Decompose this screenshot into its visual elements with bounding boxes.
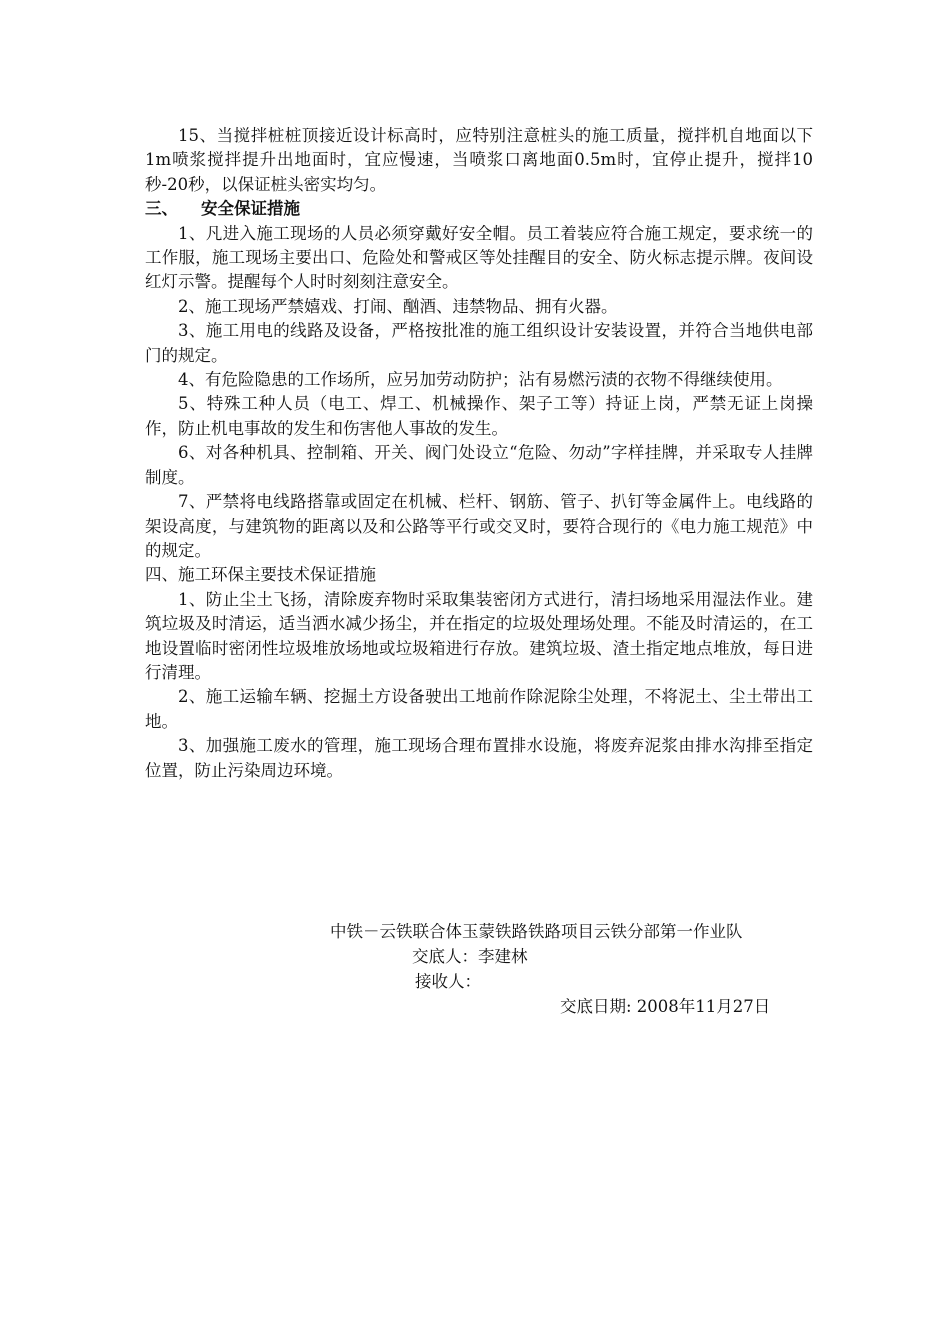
section-3-number: 三、 bbox=[145, 199, 178, 219]
document-body bbox=[145, 124, 813, 783]
env-item-2: 2、施工运输车辆、挖掘土方设备驶出工地前作除泥除尘处理，不将泥土、尘土带出工地。 bbox=[145, 687, 813, 731]
section-3-heading bbox=[145, 197, 813, 221]
signature-giver: 交底人：李建林 bbox=[412, 947, 528, 966]
section-3-title: 安全保证措施 bbox=[201, 199, 300, 219]
env-item-3: 3、加强施工废水的管理，施工现场合理布置排水设施，将废弃泥浆由排水沟排至指定位置，防止污染周边环境。 bbox=[145, 736, 813, 780]
safety-item-1: 1、凡进入施工现场的人员必须穿戴好安全帽。员工着装应符合施工规定，要求统一的工作服，施工现场主要出口、危险处和警戒区等处挂醒目的安全、防火标志提示牌。夜间设红灯示警。提醒每个人时时刻刻注意安全。 bbox=[145, 223, 813, 292]
signature-receiver: 接收人： bbox=[415, 972, 481, 991]
safety-item-3: 3、施工用电的线路及设备，严格按批准的施工组织设计安装设置，并符合当地供电部门的规定。 bbox=[145, 321, 813, 365]
item-15-paragraph: 15、当搅拌桩桩顶接近设计标高时，应特别注意桩头的施工质量，搅拌机自地面以下1m喷浆搅拌提升出地面时，宜应慢速，当喷浆口离地面0.5m时，宜停止提升，搅拌10秒-20秒，以保证桩头密实均匀。 bbox=[145, 126, 813, 194]
signature-organization: 中铁－云铁联合体玉蒙铁路铁路项目云铁分部第一作业队 bbox=[330, 922, 743, 941]
safety-item-2: 2、施工现场严禁嬉戏、打闹、酗酒、违禁物品、拥有火器。 bbox=[178, 296, 618, 316]
env-item-1: 1、防止尘土飞扬，清除废弃物时采取集装密闭方式进行，清扫场地采用湿法作业。建筑垃圾及时清运，适当洒水减少扬尘，并在指定的垃圾处理场处理。不能及时清运的，在工地设置临时密闭性垃圾堆放场地或垃圾箱进行存放。建筑垃圾、渣土指定地点堆放，每日进行清理。 bbox=[145, 589, 813, 682]
safety-item-5: 5、特殊工种人员（电工、焊工、机械操作、架子工等）持证上岗，严禁无证上岗操作，防止机电事故的发生和伤害他人事故的发生。 bbox=[145, 394, 813, 438]
signature-date: 交底日期: 2008年11月27日 bbox=[560, 997, 771, 1016]
safety-item-4: 4、有危险隐患的工作场所，应另加劳动防护；沾有易燃污渍的衣物不得继续使用。 bbox=[178, 370, 783, 390]
section-4-heading: 四、施工环保主要技术保证措施 bbox=[145, 565, 376, 585]
safety-item-6: 6、对各种机具、控制箱、开关、阀门处设立“危险、勿动”字样挂牌，并采取专人挂牌制度。 bbox=[145, 443, 813, 487]
safety-item-7: 7、严禁将电线路搭靠或固定在机械、栏杆、钢筋、管子、扒钉等金属件上。电线路的架设高度，与建筑物的距离以及和公路等平行或交叉时，要符合现行的《电力施工规范》中的规定。 bbox=[145, 492, 813, 560]
